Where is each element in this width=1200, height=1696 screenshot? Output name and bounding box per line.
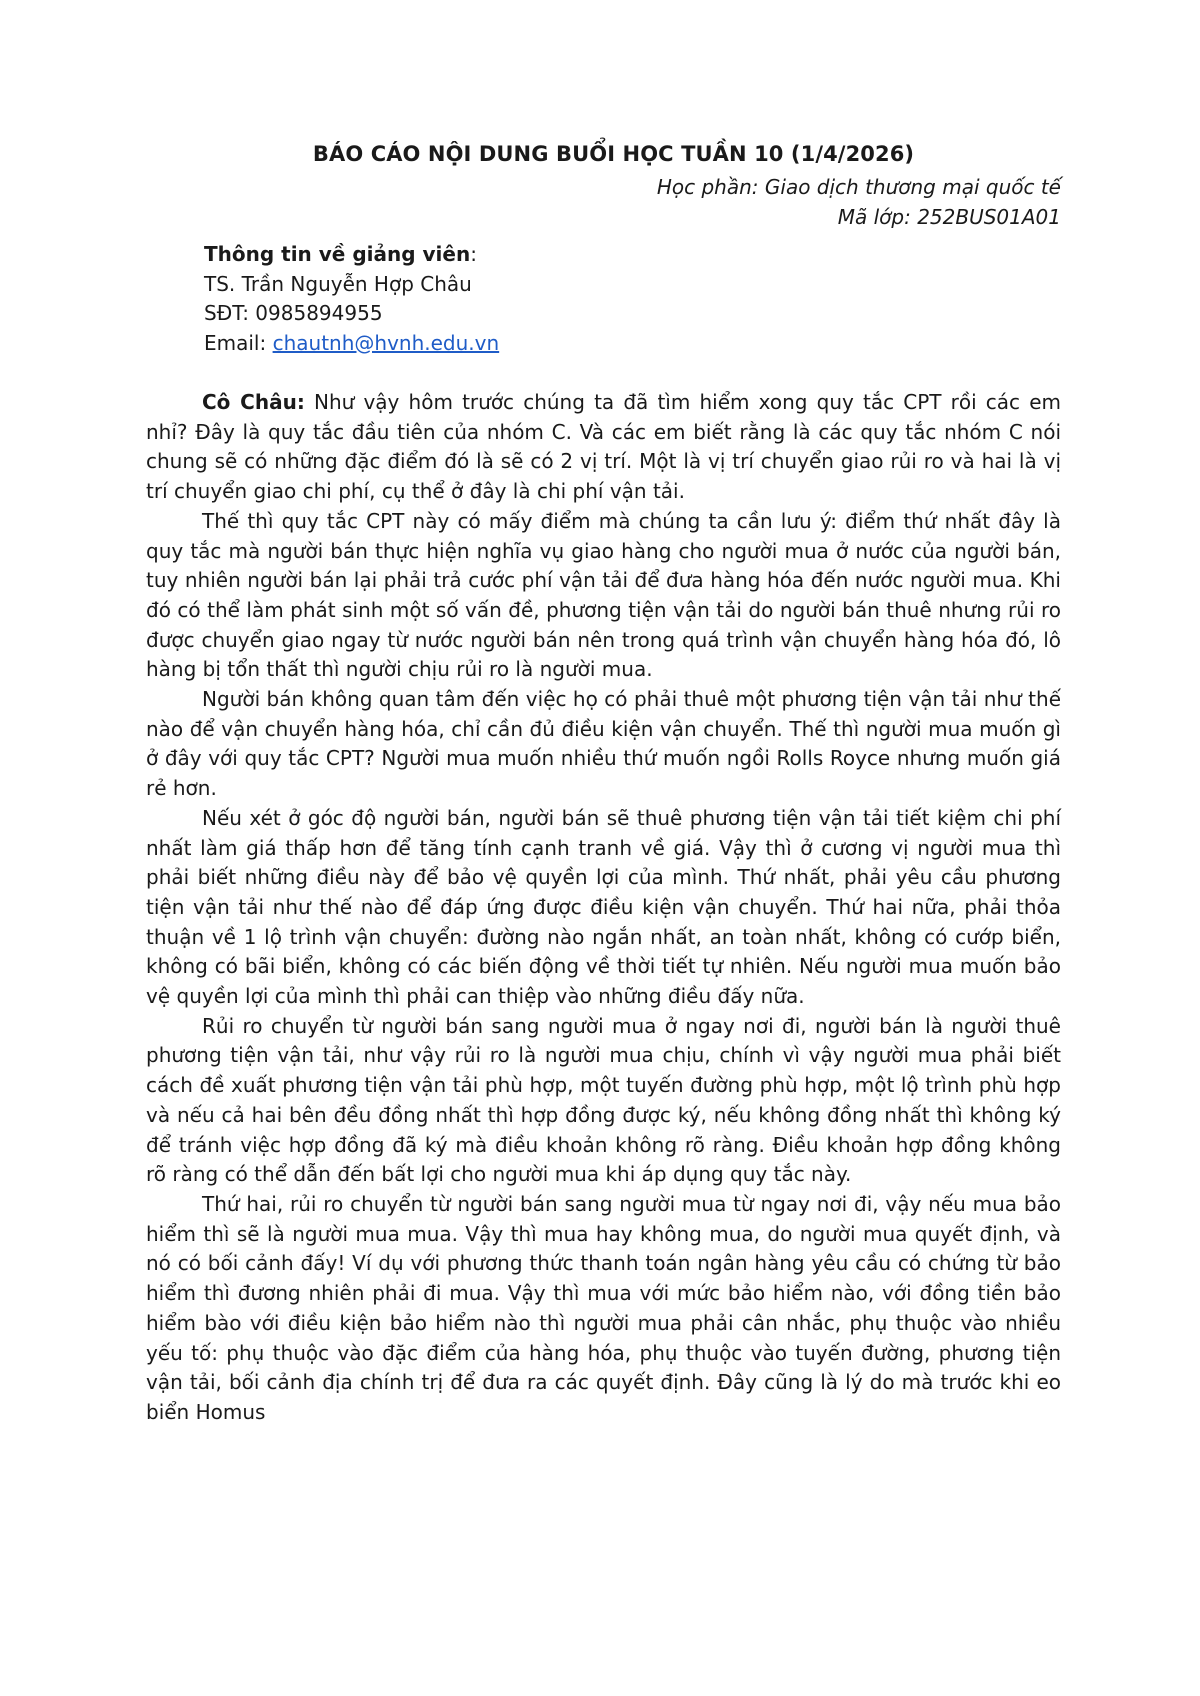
lecturer-heading-colon: : xyxy=(470,242,477,266)
report-body xyxy=(146,388,1061,1428)
document-title: BÁO CÁO NỘI DUNG BUỔI HỌC TUẦN 10 (1/4/2026) xyxy=(312,142,915,166)
paragraph: Nếu xét ở góc độ người bán, người bán sẽ thuê phương tiện vận tải tiết kiệm chi phí nhất làm giá thấp hơn để tăng tính cạnh tranh về giá. Vậy thì ở cương vị người mua thì phải biết những điều này để bảo vệ quyền lợi của mình. Thứ nhất, phải yêu cầu phương tiện vận tải như thế nào để đáp ứng được điều kiện vận chuyển. Thứ hai nữa, phải thỏa thuận về 1 lộ trình vận chuyển: đường nào ngắn nhất, an toàn nhất, không có cướp biển, không có bãi biển, không có các biến động về thời tiết tự nhiên. Nếu người mua muốn bảo vệ quyền lợi của mình thì phải can thiệp vào những điều đấy nữa. xyxy=(146,805,1061,1009)
email-link[interactable]: chautnh@hvnh.edu.vn xyxy=(272,330,500,355)
course-name: Học phần: Giao dịch thương mại quốc tế xyxy=(656,175,1061,199)
paragraph-text: Như vậy hôm trước chúng ta đã tìm hiểm xong quy tắc CPT rồi các em nhỉ? Đây là quy tắc đầu tiên của nhóm C. Và các em biết rằng là các quy tắc nhóm C nói chung sẽ có những đặc điểm đó là sẽ có 2 vị trí. Một là vị trí chuyển giao rủi ro và hai là vị trí chuyển giao chi phí, cụ thể ở đây là chi phí vận tải. xyxy=(146,390,1061,504)
paragraph: Thế thì quy tắc CPT này có mấy điểm mà chúng ta cần lưu ý: điểm thứ nhất đây là quy tắc mà người bán thực hiện nghĩa vụ giao hàng cho người mua ở nước của người bán, tuy nhiên người bán lại phải trả cước phí vận tải để đưa hàng hóa đến nước người mua. Khi đó có thể làm phát sinh một số vấn đề, phương tiện vận tải do người bán thuê nhưng rủi ro được chuyển giao ngay từ nước người bán nên trong quá trình vận chuyển hàng hóa đó, lô hàng bị tổn thất thì người chịu rủi ro là người mua. xyxy=(146,508,1061,682)
lecturer-name: TS. Trần Nguyễn Hợp Châu xyxy=(204,271,472,296)
speaker-label: Cô Châu: xyxy=(202,390,305,414)
paragraph xyxy=(146,388,1061,507)
email-label: Email: xyxy=(204,330,273,355)
paragraph: Thứ hai, rủi ro chuyển từ người bán sang người mua từ ngay nơi đi, vậy nếu mua bảo hiểm thì sẽ là người mua mua. Vậy thì mua hay không mua, do người mua quyết định, và nó có bối cảnh đấy! Ví dụ với phương thức thanh toán ngân hàng yêu cầu có chứng từ bảo hiểm thì đương nhiên phải đi mua. Vậy thì mua với mức bảo hiểm nào, với đồng tiền bảo hiểm bào với điều kiện bảo hiểm nào thì người mua phải cân nhắc, phụ thuộc vào nhiều yếu tố: phụ thuộc vào đặc điểm của hàng hóa, phụ thuộc vào tuyến đường, phương tiện vận tải, bối cảnh địa chính trị để đưa ra các quyết định. Đây cũng là lý do mà trước khi eo biển Homus xyxy=(146,1191,1061,1424)
paragraph: Người bán không quan tâm đến việc họ có phải thuê một phương tiện vận tải như thế nào để vận chuyển hàng hóa, chỉ cần đủ điều kiện vận chuyển. Thế thì người mua muốn gì ở đây với quy tắc CPT? Người mua muốn nhiều thứ muốn ngồi Rolls Royce nhưng muốn giá rẻ hơn. xyxy=(146,687,1061,801)
class-code: Mã lớp: 252BUS01A01 xyxy=(837,205,1061,229)
lecturer-phone: SĐT: 0985894955 xyxy=(204,301,383,325)
paragraph: Rủi ro chuyển từ người bán sang người mua ở ngay nơi đi, người bán là người thuê phương tiện vận tải, như vậy rủi ro là người mua chịu, chính vì vậy người mua phải biết cách đề xuất phương tiện vận tải phù hợp, một tuyến đường phù hợp, một lộ trình phù hợp và nếu cả hai bên đều đồng nhất thì hợp đồng được ký, nếu không đồng nhất thì không ký để tránh việc hợp đồng đã ký mà điều khoản không rõ ràng. Điều khoản hợp đồng không rõ ràng có thể dẫn đến bất lợi cho người mua khi áp dụng quy tắc này. xyxy=(146,1013,1061,1187)
lecturer-heading: Thông tin về giảng viên xyxy=(204,242,471,266)
lecturer-heading-line xyxy=(204,240,1061,270)
document-content xyxy=(146,140,1061,1428)
lecturer-email-line xyxy=(204,329,1061,359)
lecturer-info xyxy=(204,240,1061,358)
